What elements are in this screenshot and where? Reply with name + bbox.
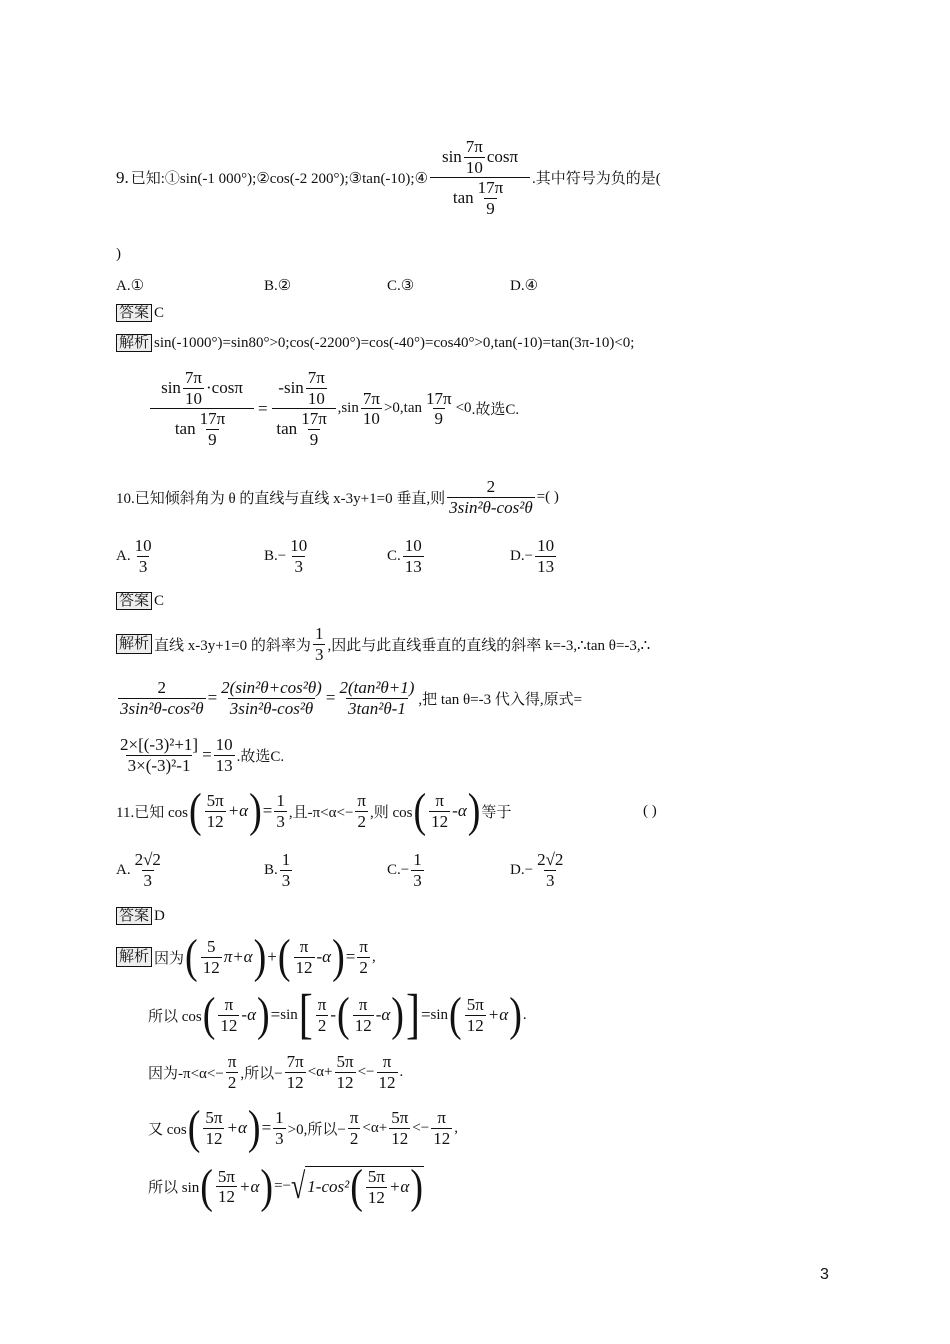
l4-a: 又 cos <box>148 1121 187 1138</box>
q9-den-tan: tan <box>452 188 474 208</box>
q10-analysis <box>116 624 650 664</box>
twelve: 12 <box>367 1187 385 1207</box>
seventeen-pi: 17π <box>199 409 226 429</box>
neg-sin-label: -sin <box>278 378 304 398</box>
one: 1 <box>275 1108 284 1127</box>
analysis-tag: 解析 <box>116 334 152 352</box>
seven-pi: 7π <box>286 1052 304 1071</box>
q9-stem-suffix: .其中符号为负的是( <box>532 171 661 188</box>
analysis-tag: 解析 <box>116 947 152 967</box>
sin-word: sin <box>280 1006 298 1023</box>
option-num: 2√2 <box>537 850 564 869</box>
option-label: A. <box>116 861 131 878</box>
five-pi: 5π <box>336 1052 354 1071</box>
plus-alpha: +α <box>487 1005 509 1024</box>
q9-den-9: 9 <box>486 198 495 218</box>
q10-final <box>116 735 284 775</box>
final-res-num: 10 <box>215 735 233 754</box>
option-den: 3 <box>545 870 555 890</box>
q11-option-c <box>387 850 426 890</box>
option-den: 13 <box>537 556 555 576</box>
twelve: 12 <box>336 1072 354 1092</box>
five-pi: 5π <box>367 1167 385 1186</box>
sqrt-expression: √ 1-cos² ( $\frac{5\pi}{12}$ +α ) <box>291 1160 424 1214</box>
l1-a: 因为 <box>154 950 185 967</box>
sin-word: sin <box>430 1006 449 1023</box>
option-label: C. <box>387 547 401 564</box>
q10-den: 3sin²θ-cos²θ <box>449 497 533 517</box>
q11-analysis-l5: 所以 sin ( $\frac{5\pi}{12}$ +α ) =− √ 1-cos² ( $\frac{5\pi}{12}$ +α ) <box>148 1160 424 1214</box>
option-sign: − <box>524 861 534 878</box>
q10-analysis-b: ,因此与此直线垂直的直线的斜率 k=-3,∴tan θ=-3,∴ <box>327 637 651 654</box>
l3-b: ,所以− <box>240 1065 283 1082</box>
minus-alpha: -α <box>452 801 467 821</box>
plus-alpha: +α <box>227 801 249 821</box>
lt-zero: <0 <box>455 400 472 417</box>
final-num: 2×[(-3)²+1] <box>120 735 199 754</box>
option-den: 3 <box>281 870 291 890</box>
option-num: 10 <box>537 536 555 555</box>
q11-answer-value: D <box>154 908 165 924</box>
lt-neg: <− <box>357 1063 375 1080</box>
seventeen-pi: 17π <box>426 388 452 408</box>
gt-zero: >0, <box>383 400 404 417</box>
q9-number: 9. <box>116 167 129 187</box>
nine: 9 <box>434 409 444 429</box>
option-num: 1 <box>413 850 422 869</box>
q9-analysis-line2: sin $\frac{7\pi}{10}$ ·cosπ tan $\frac{17\pi}{9}$ = -sin $\frac{7\pi}{10}$ tan $\frac{17\pi}{9}$ ,sin $\frac{7\pi}{10}$ >0, tan $\frac{17\pi}{9}$ <0 .故选C. <box>148 368 519 449</box>
twelve: 12 <box>202 957 220 977</box>
l2-a: 所以 cos <box>148 1008 202 1025</box>
five-pi: 5π <box>391 1108 409 1127</box>
final-res-den: 13 <box>215 755 233 775</box>
q10-option-d <box>510 536 558 576</box>
equals: = <box>420 1005 431 1024</box>
three: 3 <box>275 1128 284 1148</box>
equals: = <box>262 801 273 821</box>
plus-alpha: +α <box>226 1118 247 1138</box>
twelve: 12 <box>391 1128 409 1148</box>
q10-answer-value: C <box>154 593 165 609</box>
option-label: D. <box>510 547 525 564</box>
l5-b: =− <box>274 1178 291 1195</box>
q9-stem-close: ) <box>116 246 121 262</box>
final-den: 3×(-3)²-1 <box>127 755 191 775</box>
two: 2 <box>317 1015 327 1035</box>
q11-stem-d: 等于 <box>481 804 512 821</box>
l1-tail: , <box>371 948 376 965</box>
one-minus-cos2: 1-cos² <box>307 1177 350 1197</box>
seven-pi: 7π <box>362 388 380 408</box>
option-num: 1 <box>281 850 291 869</box>
q9-den-17pi: 17π <box>477 178 504 198</box>
twelve: 12 <box>295 957 313 977</box>
nine: 9 <box>208 429 217 449</box>
answer-tag: 答案 <box>116 907 152 925</box>
cos-label: ·cosπ <box>206 378 243 398</box>
pi: π <box>358 994 368 1014</box>
comma-sin: ,sin <box>337 400 359 417</box>
q9-num-7pi: 7π <box>465 137 483 156</box>
twelve: 12 <box>205 1128 223 1148</box>
equals: = <box>270 1005 281 1024</box>
seven-pi: 7π <box>307 368 325 387</box>
option-den: 13 <box>404 556 422 576</box>
q9-num-cospi: cosπ <box>486 147 519 167</box>
five-pi: 5π <box>205 1108 223 1127</box>
q11-analysis-l4: 又 cos ( $\frac{5\pi}{12}$ +α ) = $\frac{1}{3}$ >0,所以− $\frac{\pi}{2}$ <α+ $\frac{5\pi}{12}$ <− $\frac{\pi}{12}$ , <box>148 1101 458 1155</box>
q11-stem: 11.已知 cos ( $\frac{5\pi}{12}$ +α ) = $\frac{1}{3}$ ,且-π<α<− $\frac{\pi}{2}$ ,则 cos ( $\frac{\pi}{12}$ -α ) 等于 <box>116 784 512 838</box>
q9-stem-text: 已知:①sin(-1 000°);②cos(-2 200°);③tan(-10);④ <box>130 171 429 188</box>
lt-neg: <− <box>412 1119 430 1136</box>
option-num: 2√2 <box>134 850 161 869</box>
final-eq: = <box>202 745 212 765</box>
plus-alpha: +α <box>388 1177 410 1197</box>
q9-analysis <box>116 334 634 352</box>
step3-den: 3tan²θ-1 <box>348 698 406 718</box>
two: 2 <box>349 1128 359 1148</box>
q9-option-b: B.② <box>264 278 292 294</box>
equals: = <box>345 947 356 967</box>
q9-num-sin: sin <box>441 147 462 167</box>
step2-num: 2(sin²θ+cos²θ) <box>221 678 322 697</box>
q9-stem <box>116 137 661 218</box>
option-den: 3 <box>143 870 153 890</box>
option-label: B. <box>264 547 278 564</box>
plus: + <box>267 947 277 967</box>
five-pi: 5π <box>217 1166 236 1186</box>
seventeen-pi: 17π <box>301 409 327 429</box>
step-tail: ,把 tan θ=-3 代入得,原式= <box>418 691 583 708</box>
step3-num: 2(tan²θ+1) <box>339 678 415 697</box>
l3-tail: . <box>399 1063 404 1080</box>
step1-den: 3sin²θ-cos²θ <box>120 698 204 718</box>
q10-option-b <box>264 536 311 576</box>
q11-analysis-l3 <box>148 1052 403 1092</box>
l3-a: 因为-π<α<− <box>148 1065 224 1082</box>
q11-option-a <box>116 850 165 890</box>
q9-answer-value: C <box>154 305 165 321</box>
q11-answer <box>116 907 165 925</box>
l2-tail: . <box>522 1006 527 1023</box>
tan-label: tan <box>276 419 298 439</box>
l4-b: >0,所以− <box>287 1121 346 1138</box>
option-sign: − <box>524 547 534 564</box>
pi: π <box>359 937 368 956</box>
minus-alpha: -α <box>375 1005 391 1024</box>
q9-option-d: D.④ <box>510 278 539 294</box>
q9-answer <box>116 304 164 322</box>
l4-tail: , <box>454 1119 458 1136</box>
plus-alpha: +α <box>239 1176 260 1196</box>
option-num: 10 <box>404 536 422 555</box>
alpha-plus: <α+ <box>307 1063 333 1080</box>
twelve: 12 <box>431 811 449 831</box>
q11-stem-b: ,且-π<α<− <box>288 804 354 821</box>
minus-alpha: -α <box>316 947 332 967</box>
five-pi: 5π <box>206 791 224 810</box>
radical-icon: √ <box>291 1165 306 1207</box>
q10-stem <box>116 477 559 517</box>
q9-option-c: C.③ <box>387 278 415 294</box>
q9-option-a: A.① <box>116 278 145 294</box>
pi: π <box>382 1052 392 1071</box>
q11-option-b <box>264 850 294 890</box>
twelve: 12 <box>378 1072 396 1092</box>
twelve: 12 <box>466 1015 484 1035</box>
q10-stem-text: 10.已知倾斜角为 θ 的直线与直线 x-3y+1=0 垂直,则 <box>116 490 446 507</box>
ten: 10 <box>362 409 380 429</box>
pi: π <box>437 1108 447 1127</box>
minus-alpha: -α <box>241 1005 256 1024</box>
pi: π <box>357 791 367 810</box>
slope-num: 1 <box>314 624 324 643</box>
twelve: 12 <box>354 1015 372 1035</box>
twelve: 12 <box>286 1072 304 1092</box>
answer-tag: 答案 <box>116 592 152 610</box>
q9-tail: .故选C. <box>471 402 520 419</box>
option-num: 10 <box>290 536 308 555</box>
two: 2 <box>357 811 366 831</box>
option-den: 3 <box>294 556 303 576</box>
q11-option-d <box>510 850 567 890</box>
q9-fraction <box>430 137 530 218</box>
two: 2 <box>227 1072 237 1092</box>
option-sign: − <box>400 861 410 878</box>
option-num: 10 <box>134 536 152 555</box>
q11-stem-a: 11.已知 cos <box>116 804 188 821</box>
q11-analysis-l2: 所以 cos ( $\frac{\pi}{12}$ -α ) = sin [ $\frac{\pi}{2}$ - ( $\frac{\pi}{12}$ -α ) ] = sin ( $\frac{5\pi}{12}$ +α ) . <box>148 985 527 1045</box>
step2-den: 3sin²θ-cos²θ <box>229 698 314 718</box>
twelve: 12 <box>220 1015 238 1035</box>
twelve: 12 <box>433 1128 451 1148</box>
pi: π <box>224 994 234 1014</box>
option-label: A. <box>116 547 131 564</box>
q10-steps: $\frac{2}{\text{3sin²θ-cos²θ}}$ = $\frac{\text{2(sin²θ+cos²θ)}}{\text{3sin²θ-cos²θ}}$ = $\frac{\text{2(tan²θ+1)}}{\text{3tan²θ-1}}$ ,把 tan θ=-3 代入得,原式= <box>120 678 583 718</box>
five: 5 <box>206 937 216 956</box>
twelve: 12 <box>217 1187 235 1207</box>
option-den: 3 <box>413 870 422 890</box>
q10-option-c <box>387 536 426 576</box>
answer-tag: 答案 <box>116 304 152 322</box>
final-tail: .故选C. <box>236 748 285 765</box>
q11-stem-c: ,则 cos <box>370 804 413 821</box>
nine: 9 <box>309 429 319 449</box>
q11-analysis-l1: 解析 因为 ( $\frac{5}{12}$ π+α ) + ( $\frac{\pi}{12}$ -α ) = $\frac{\pi}{2}$ , <box>116 937 376 977</box>
seven-pi: 7π <box>184 368 203 387</box>
three: 3 <box>276 811 285 831</box>
pi: π <box>299 937 309 956</box>
option-label: D. <box>510 861 525 878</box>
q11-paren: ( ) <box>643 803 657 819</box>
pi: π <box>317 994 327 1014</box>
q10-num: 2 <box>486 477 496 496</box>
pi: π <box>227 1052 237 1071</box>
step1-num: 2 <box>157 678 167 697</box>
tan-word: tan <box>403 400 422 417</box>
pi: π <box>435 791 444 810</box>
twelve: 12 <box>206 811 224 831</box>
q10-answer <box>116 592 164 610</box>
pi: π <box>349 1108 359 1127</box>
option-label: B. <box>264 861 278 878</box>
option-label: C. <box>387 861 401 878</box>
l5-a: 所以 sin <box>148 1180 200 1197</box>
q9-analysis-line1: sin(-1000°)=sin80°>0;cos(-2200°)=cos(-40°)=cos40°>0,tan(-10)=tan(3π-10)<0; <box>154 335 635 351</box>
q10-analysis-a: 直线 x-3y+1=0 的斜率为 <box>154 637 311 654</box>
ten: 10 <box>184 388 202 408</box>
option-sign: − <box>277 547 287 564</box>
slope-den: 3 <box>314 644 324 664</box>
l4-c: <α+ <box>362 1119 388 1136</box>
pi-alpha: π+α <box>223 947 253 967</box>
option-den: 3 <box>138 556 148 576</box>
q10-fraction <box>447 477 535 517</box>
tan-label: tan <box>174 419 196 439</box>
q10-option-a <box>116 536 156 576</box>
page-number: 3 <box>820 1266 829 1283</box>
equals: = <box>261 1118 272 1138</box>
q10-stem-suffix: =( ) <box>536 488 559 505</box>
five-pi: 5π <box>466 994 484 1014</box>
two: 2 <box>359 957 368 977</box>
sin-label: sin <box>161 378 181 398</box>
ten: 10 <box>307 388 325 408</box>
one: 1 <box>276 791 285 810</box>
q9-num-10: 10 <box>465 157 483 177</box>
analysis-tag: 解析 <box>116 634 152 654</box>
